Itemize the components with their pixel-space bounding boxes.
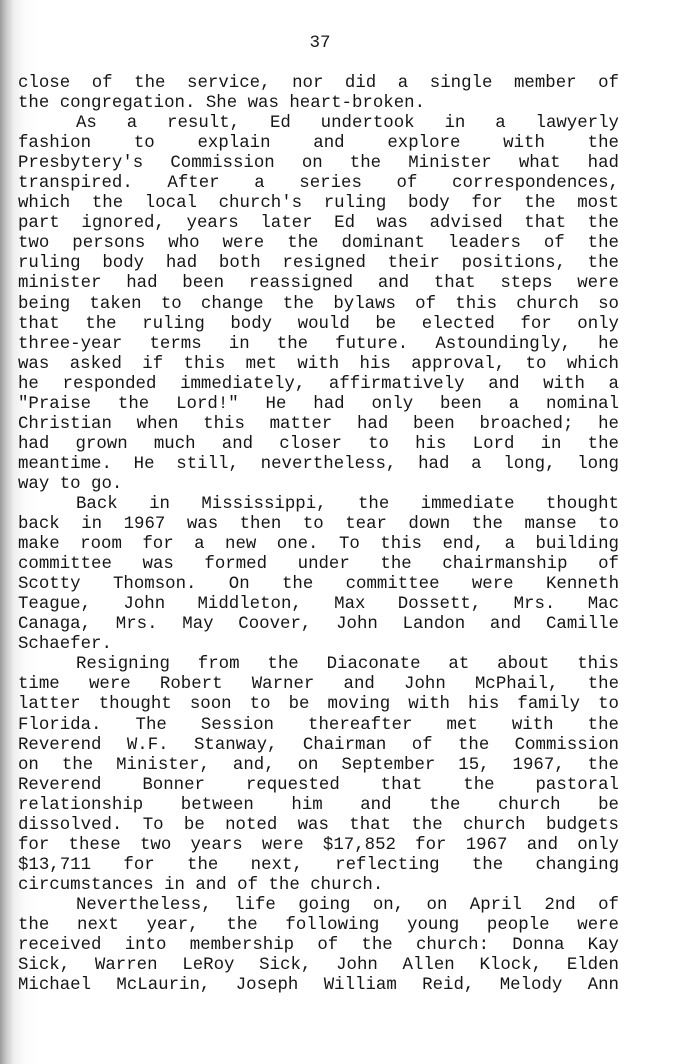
text-line: part ignored, years later Ed was advised that the: [18, 214, 619, 234]
text-line: transpired. After a series of correspondences,: [18, 174, 619, 194]
text-line: time were Robert Warner and John McPhail, the: [18, 675, 619, 695]
text-line: $13,711 for the next, reflecting the changing: [18, 855, 619, 875]
text-line: being taken to change the bylaws of this church so: [18, 294, 619, 314]
text-line: Resigning from the Diaconate at about this: [76, 655, 619, 675]
text-line: Canaga, Mrs. May Coover, John Landon and Camille: [18, 615, 619, 635]
text-line: Back in Mississippi, the immediate thought: [76, 494, 619, 514]
text-line: Florida. The Session thereafter met with the: [18, 715, 619, 735]
text-line: "Praise the Lord!" He had only been a nominal: [18, 394, 619, 414]
text-line: Nevertheless, life going on, on April 2nd of: [76, 895, 619, 915]
text-line: the next year, the following young people were: [18, 915, 619, 935]
text-line: had grown much and closer to his Lord in the: [18, 434, 619, 454]
text-line: As a result, Ed undertook in a lawyerly: [76, 114, 619, 134]
text-line: three-year terms in the future. Astoundingly, he: [18, 334, 619, 354]
text-line: committee was formed under the chairmanship of: [18, 555, 619, 575]
text-line: on the Minister, and, on September 15, 1967, the: [18, 755, 619, 775]
text-line: was asked if this met with his approval, to which: [18, 354, 619, 374]
text-line: he responded immediately, affirmatively and with a: [18, 374, 619, 394]
text-line: make room for a new one. To this end, a building: [18, 535, 619, 555]
text-line: which the local church's ruling body for the most: [18, 194, 619, 214]
text-line: Christian when this matter had been broached; he: [18, 414, 619, 434]
body-text: [18, 74, 619, 996]
text-line: ruling body had both resigned their positions, the: [18, 254, 619, 274]
text-line: that the ruling body would be elected for only: [18, 314, 619, 334]
text-line: received into membership of the church: Donna Kay: [18, 936, 619, 956]
text-line: for these two years were $17,852 for 1967 and only: [18, 835, 619, 855]
text-line: Sick, Warren LeRoy Sick, John Allen Klock, Elden: [18, 956, 619, 976]
text-line: Schaefer.: [18, 635, 112, 655]
text-line: Scotty Thomson. On the committee were Kenneth: [18, 575, 619, 595]
text-line: dissolved. To be noted was that the church budgets: [18, 815, 619, 835]
text-line: fashion to explain and explore with the: [18, 134, 619, 154]
text-line: minister had been reassigned and that steps were: [18, 274, 619, 294]
text-line: meantime. He still, nevertheless, had a long, long: [18, 454, 619, 474]
text-line: relationship between him and the church be: [18, 795, 619, 815]
text-line: two persons who were the dominant leaders of the: [18, 234, 619, 254]
text-line: Reverend Bonner requested that the pastoral: [18, 775, 619, 795]
text-line: latter thought soon to be moving with his family to: [18, 695, 619, 715]
page-number: 37: [309, 33, 331, 53]
text-line: Reverend W.F. Stanway, Chairman of the Commission: [18, 735, 619, 755]
text-line: way to go.: [18, 474, 123, 494]
text-line: Teague, John Middleton, Max Dossett, Mrs. Mac: [18, 595, 619, 615]
text-line: back in 1967 was then to tear down the manse to: [18, 515, 619, 535]
text-line: circumstances in and of the church.: [18, 875, 384, 895]
text-line: Presbytery's Commission on the Minister what had: [18, 154, 619, 174]
text-line: the congregation. She was heart-broken.: [18, 94, 426, 114]
text-line: Michael McLaurin, Joseph William Reid, Melody Ann: [18, 976, 619, 996]
text-line: close of the service, nor did a single member of: [18, 74, 619, 93]
